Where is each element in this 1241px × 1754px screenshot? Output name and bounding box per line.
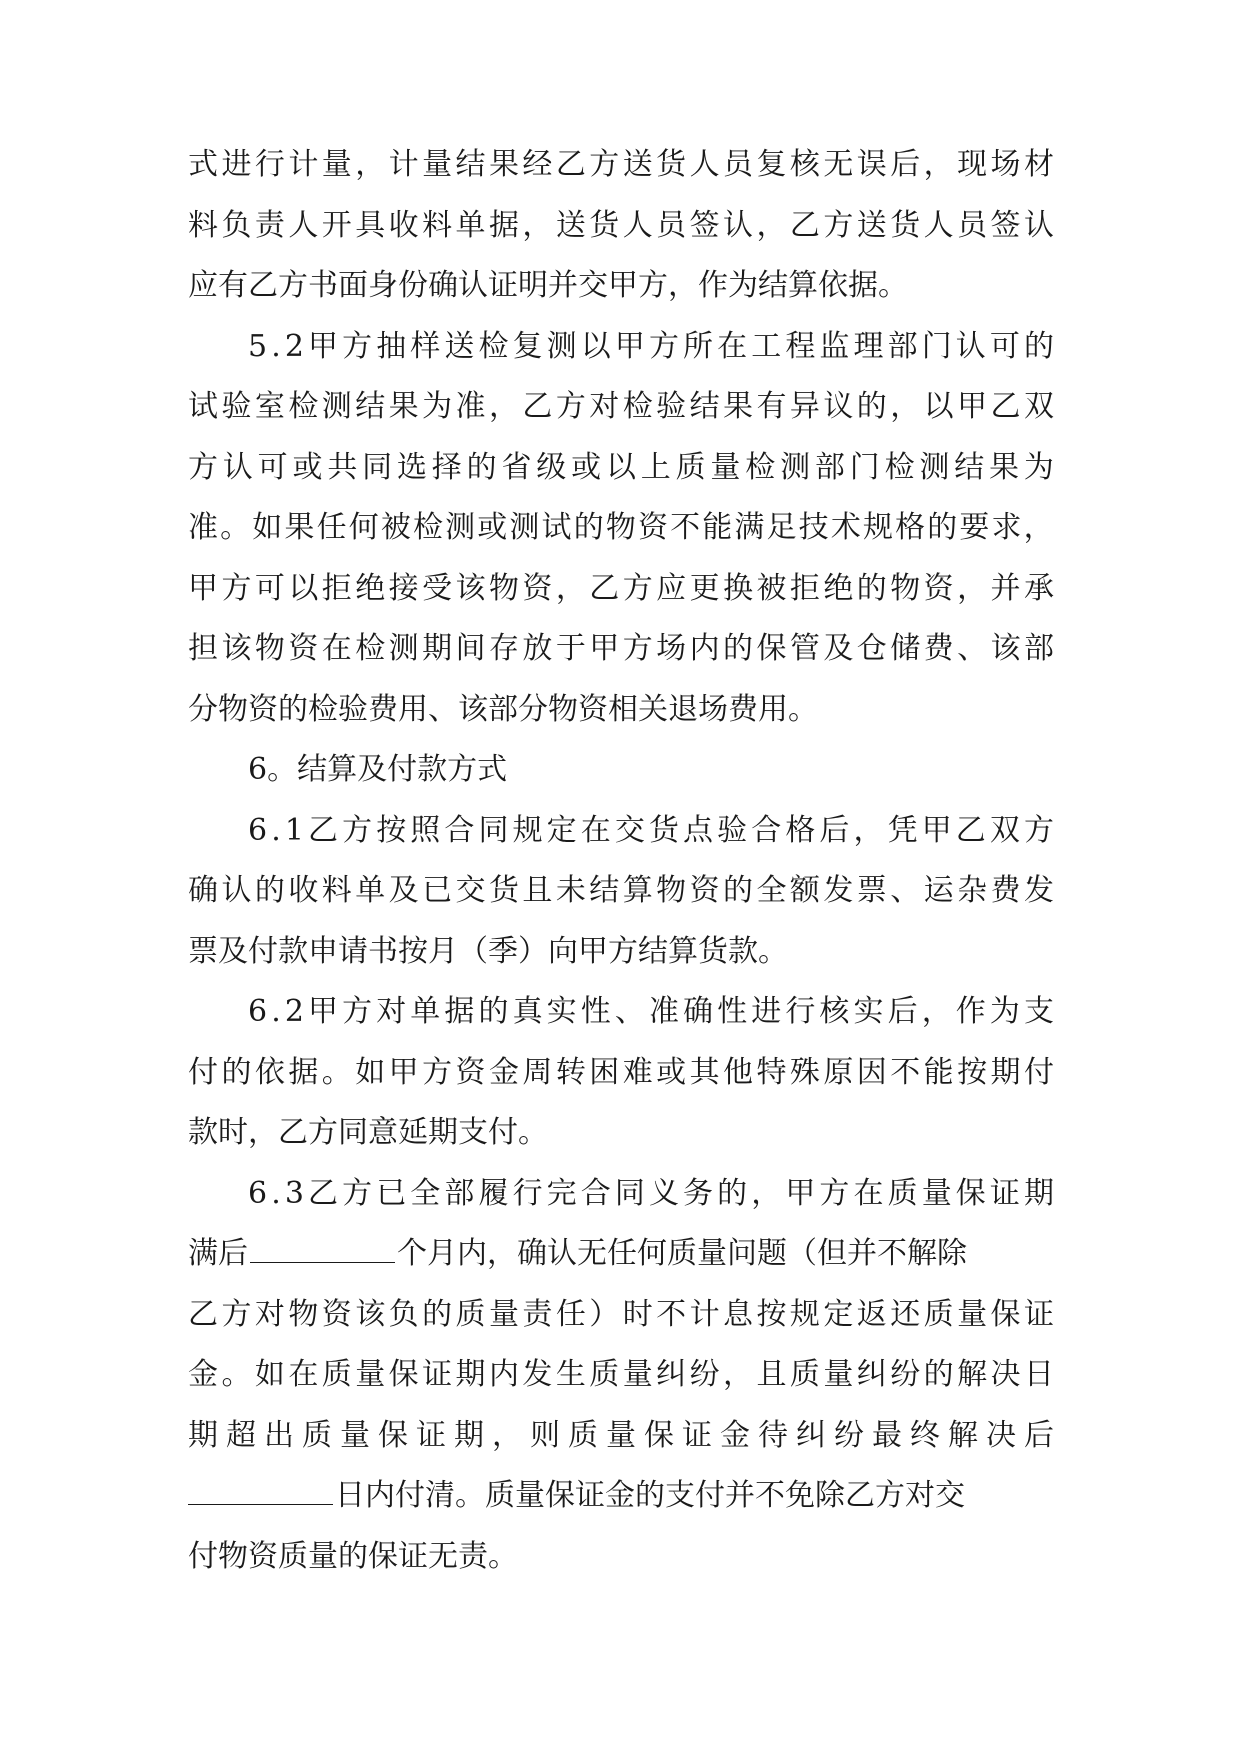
text-line [188,1043,1054,1104]
line-text: 金 。 如 在 质 量 保 证 期 内 发 生 质 量 纠 纷 ， 且 质 量 纠 纷 的 解 决 日 [188,1357,1054,1392]
text-line [188,196,1054,257]
text-line [188,982,1054,1043]
line-text: 期 超 出 质 量 保 证 期 ， 则 质 量 保 证 金 待 纠 纷 最 终 解 决 后 [188,1417,1054,1453]
text-line [188,680,1054,741]
text-line [188,135,1054,196]
line-text: 应有乙方书面身份确认证明并交甲方，作为结算依据。 [188,268,908,303]
text-line [188,317,1054,378]
text-line [188,1527,1054,1588]
text-line [188,922,1054,983]
line-text: 准 。 如 果 任 何 被 检 测 或 测 试 的 物 资 不 能 满 足 技 术 规 格 的 要 求 ， [188,510,1054,545]
line-text: 6。结算及付款方式 [248,752,508,787]
blank-line-suffix: 日内付清。质量保证金的支付并不免除乙方对交 [335,1478,965,1513]
paragraph-block [188,1285,1054,1467]
text-line [188,1285,1054,1346]
line-text: 料 负 责 人 开 具 收 料 单 据 ， 送 货 人 员 签 认 ， 乙 方 送 货 人 员 签 认 [188,207,1054,243]
blank-line-suffix: 个月内，确认无任何质量问题（但并不解除 [397,1236,967,1271]
last-line-text: 付物资质量的保证无责。 [188,1538,518,1574]
blank-line-prefix: 满后 [188,1236,248,1271]
text-line [188,801,1054,862]
line-text: 6 . 2 甲 方 对 单 据 的 真 实 性 、 准 确 性 进 行 核 实 后 ， 作 为 支 [248,994,1054,1029]
line-text: 式 进 行 计 量 ， 计 量 结 果 经 乙 方 送 货 人 员 复 核 无 误 后 ， 现 场 材 [188,147,1054,182]
paragraph-block [188,135,1054,1224]
text-line-with-blank [188,1466,1054,1527]
fill-in-blank-days [188,1470,333,1505]
line-text: 分物资的检验费用、该部分物资相关退场费用。 [188,691,818,727]
line-text: 确 认 的 收 料 单 及 已 交 货 且 未 结 算 物 资 的 全 额 发 票 、 运 杂 费 发 [188,873,1054,908]
text-line [188,740,1054,801]
line-text: 付 的 依 据 。 如 甲 方 资 金 周 转 困 难 或 其 他 特 殊 原 因 不 能 按 期 付 [188,1054,1054,1090]
text-line [188,498,1054,559]
line-text: 票及付款申请书按月（季）向甲方结算货款。 [188,933,788,969]
line-text: 乙 方 对 物 资 该 负 的 质 量 责 任 ） 时 不 计 息 按 规 定 返 还 质 量 保 证 [188,1296,1054,1332]
text-line [188,256,1054,317]
text-line [188,559,1054,620]
fill-in-blank-months [250,1228,395,1263]
text-line [188,1103,1054,1164]
text-line [188,861,1054,922]
line-text: 方 认 可 或 共 同 选 择 的 省 级 或 以 上 质 量 检 测 部 门 检 测 结 果 为 [188,449,1054,485]
line-text: 6 . 3 乙 方 已 全 部 履 行 完 合 同 义 务 的 ， 甲 方 在 质 量 保 证 期 [248,1175,1054,1211]
text-line [188,438,1054,499]
text-line [188,1345,1054,1406]
line-text: 甲 方 可 以 拒 绝 接 受 该 物 资 ， 乙 方 应 更 换 被 拒 绝 的 物 资 ， 并 承 [188,570,1054,606]
document-body [188,135,1054,1587]
line-text: 款时，乙方同意延期支付。 [188,1115,548,1150]
text-line [188,619,1054,680]
text-line [188,1406,1054,1467]
text-line [188,1164,1054,1225]
text-line-with-blank [188,1224,1054,1285]
line-text: 5 . 2 甲 方 抽 样 送 检 复 测 以 甲 方 所 在 工 程 监 理 部 门 认 可 的 [248,328,1054,364]
line-text: 试 验 室 检 测 结 果 为 准 ， 乙 方 对 检 验 结 果 有 异 议 的 ， 以 甲 乙 双 [188,389,1054,424]
line-text: 6 . 1 乙 方 按 照 合 同 规 定 在 交 货 点 验 合 格 后 ， 凭 甲 乙 双 方 [248,812,1054,848]
line-text: 担 该 物 资 在 检 测 期 间 存 放 于 甲 方 场 内 的 保 管 及 仓 储 费 、 该 部 [188,631,1054,666]
text-line [188,377,1054,438]
